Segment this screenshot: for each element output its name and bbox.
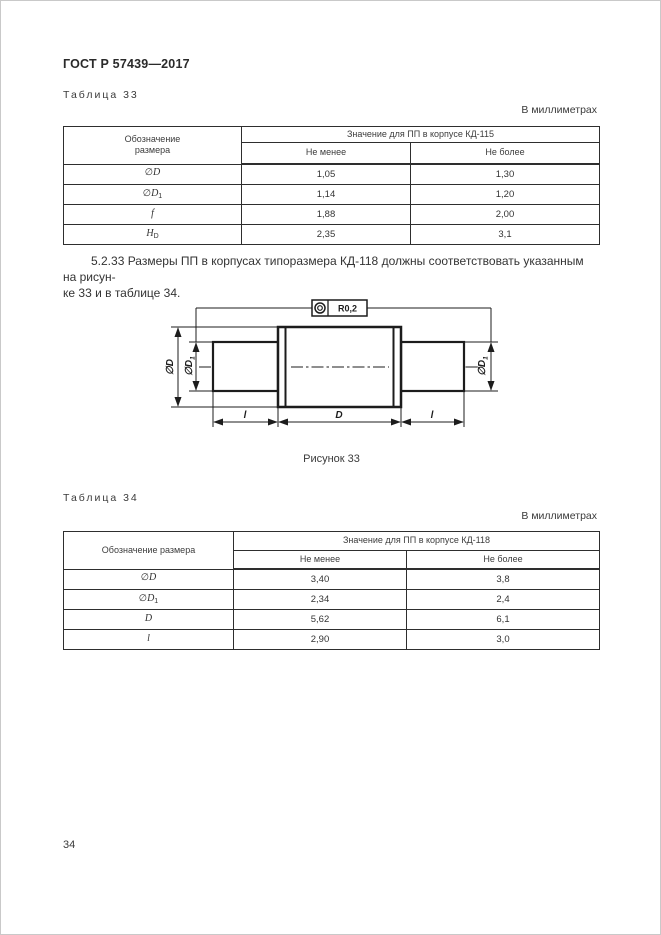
callout-radius-text: R0,2 (337, 303, 358, 314)
table-34-units: В миллиметрах (521, 510, 597, 522)
label-body-length: D (335, 410, 343, 421)
max-value: 1,20 (411, 185, 600, 205)
min-value: 2,90 (234, 630, 407, 650)
dimension-symbol: f (64, 205, 242, 225)
page-number: 34 (63, 839, 76, 851)
table-34-value-header: Значение для ПП в корпусе КД-118 (234, 532, 600, 551)
table-34-max-header: Не более (407, 551, 600, 570)
table-33-min-header: Не менее (242, 143, 411, 165)
table-row (64, 569, 600, 590)
dimension-symbol: D (64, 610, 234, 630)
left-lead-outline (213, 342, 278, 391)
table-33-value-header: Значение для ПП в корпусе КД-115 (242, 127, 600, 143)
table-row (64, 185, 600, 205)
table-row (64, 590, 600, 610)
label-lead-length-right: l (430, 410, 434, 421)
standard-number-header: ГОСТ Р 57439—2017 (63, 57, 190, 71)
table-row (64, 164, 600, 185)
max-value: 3,0 (407, 630, 600, 650)
figure-33-drawing (161, 293, 506, 435)
table-33-symbol-header-line1: Обозначение (124, 134, 181, 144)
table-34-symbol-header: Обозначение размера (64, 532, 234, 570)
max-value: 2,00 (411, 205, 600, 225)
min-value: 5,62 (234, 610, 407, 630)
dimension-symbol: l (64, 630, 234, 650)
min-value: 2,34 (234, 590, 407, 610)
table-34-min-header: Не менее (234, 551, 407, 570)
table-34-label: Таблица 34 (63, 492, 139, 504)
table-33-symbol-header-line2: размера (134, 145, 171, 156)
dimension-symbol: $\emptyset D_1$ (64, 185, 242, 205)
max-value: 2,4 (407, 590, 600, 610)
dimension-symbol: $\emptyset D_1$ (64, 590, 234, 610)
table-33-symbol-header (64, 127, 242, 165)
table-33-max-header: Не более (411, 143, 600, 165)
max-value: 6,1 (407, 610, 600, 630)
table-34 (63, 531, 600, 650)
max-value: 3,1 (411, 225, 600, 245)
min-value: 1,14 (242, 185, 411, 205)
paragraph-line: ке 33 и в таблице 34. (63, 286, 181, 300)
dimension-symbol: ∅D (64, 164, 242, 185)
dimension-symbol: $H_D$ (64, 225, 242, 245)
figure-33-caption: Рисунок 33 (303, 453, 360, 465)
label-outer-diameter: ∅D (165, 359, 176, 375)
table-33 (63, 126, 600, 245)
max-value: 1,30 (411, 164, 600, 185)
table-row (64, 205, 600, 225)
paragraph-line: 5.2.33 Размеры ПП в корпусах типоразмера КД-118 должны соответствовать указанным на рисун- (63, 254, 584, 284)
min-value: 1,88 (242, 205, 411, 225)
right-lead-outline (401, 342, 464, 391)
label-lead-length-left: l (243, 410, 247, 421)
dimension-symbol: ∅D (64, 569, 234, 590)
min-value: 2,35 (242, 225, 411, 245)
max-value: 3,8 (407, 569, 600, 590)
min-value: 3,40 (234, 569, 407, 590)
table-row (64, 225, 600, 245)
table-33-label: Таблица 33 (63, 89, 139, 101)
table-33-units: В миллиметрах (521, 104, 597, 116)
label-lead-diameter-right: $\emptyset D_1$ (477, 356, 490, 376)
label-lead-diameter-left: $\emptyset D_1$ (184, 356, 197, 376)
table-row (64, 610, 600, 630)
min-value: 1,05 (242, 164, 411, 185)
table-row (64, 630, 600, 650)
